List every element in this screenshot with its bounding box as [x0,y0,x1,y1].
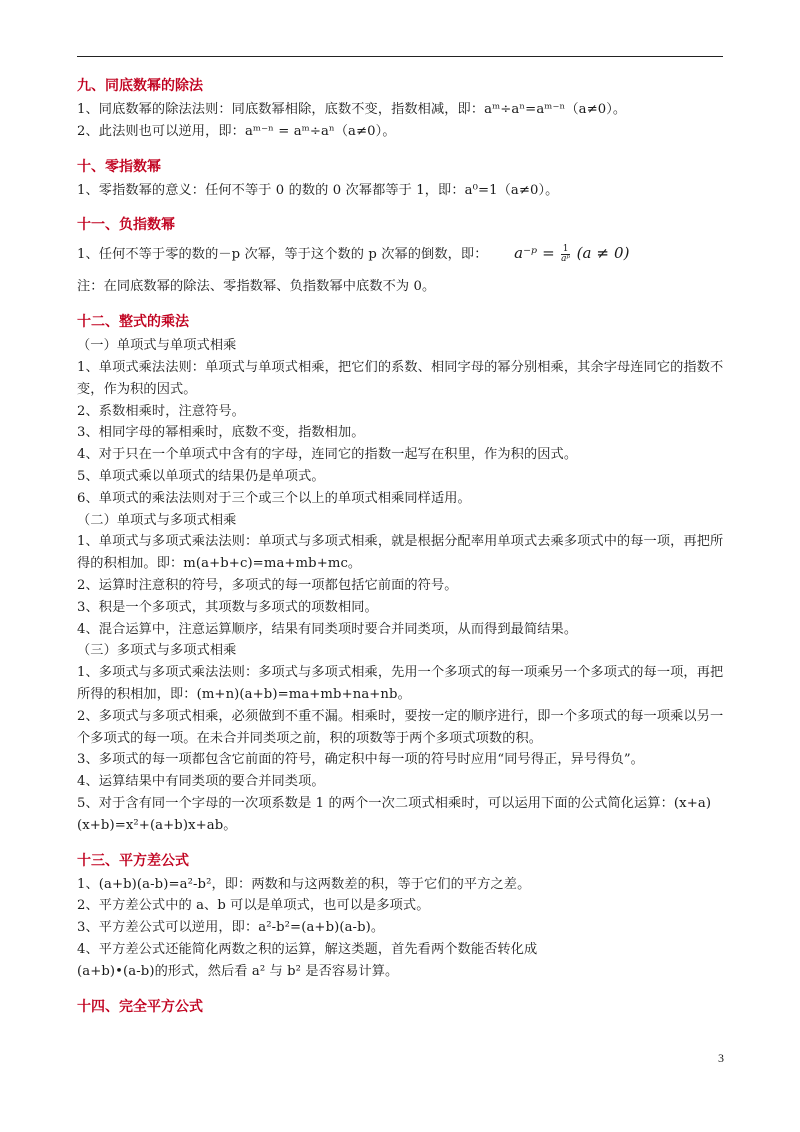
paragraph: 4、混合运算中，注意运算顺序，结果有同类项时要合并同类项，从而得到最简结果。 [77,621,578,637]
subsection-title: （三）多项式与多项式相乘 [77,643,237,659]
paragraph: 3、积是一个多项式，其项数与多项式的项数相同。 [77,599,378,615]
paragraph: 5、对于含有同一个字母的一次项系数是 1 的两个一次二项式相乘时，可以运用下面的公式简化运算：(x+a)(x+b)=x²+(a+b)x+ab。 [77,795,712,833]
paragraph: 3、平方差公式可以逆用，即：a²-b²=(a+b)(a-b)。 [77,920,385,936]
paragraph: 1、多项式与多项式乘法法则：多项式与多项式相乘，先用一个多项式的每一项乘另一个多项式的每一项，再把所得的积相加，即：(m+n)(a+b)=ma+mb+na+nb。 [77,665,724,702]
note-paragraph: 注：在同底数幂的除法、零指数幂、负指数幂中底数不为 0。 [77,279,436,295]
paragraph: 1、零指数幂的意义：任何不等于 0 的数的 0 次幂都等于 1，即：a⁰=1（a≠0）。 [77,182,559,198]
formula-lhs: a⁻ᵖ = [514,244,555,263]
section-13 [77,851,725,983]
paragraph: 5、单项式乘以单项式的结果仍是单项式。 [77,468,325,484]
header-rule [77,56,723,57]
page-number: 3 [718,1051,724,1065]
paragraph: 2、多项式与多项式相乘，必须做到不重不漏。相乘时，要按一定的顺序进行，即一个多项式的每一项乘以另一个多项式的每一项。在未合并同类项之前，积的项数等于两个多项式项数的积。 [77,708,724,746]
paragraph: 1、单项式与多项式乘法法则：单项式与多项式相乘，就是根据分配率用单项式去乘多项式中的每一项，再把所得的积相加。即：m(a+b+c)=ma+mb+mc。 [77,534,724,572]
paragraph: 2、运算时注意积的符号，多项式的每一项都包括它前面的符号。 [77,577,458,593]
section-title: 九、同底数幂的除法 [77,78,203,94]
subsection-title: （二）单项式与多项式相乘 [77,512,237,528]
paragraph: 3、相同字母的幂相乘时，底数不变，指数相加。 [77,425,365,441]
paragraph: 3、多项式的每一项都包含它前面的符号，确定积中每一项的符号时应用“同号得正，异号得负”。 [77,752,644,768]
section-10 [77,157,725,202]
paragraph: 2、此法则也可以逆用，即：aᵐ⁻ⁿ = aᵐ÷aⁿ（a≠0）。 [77,123,396,139]
section-title: 十三、平方差公式 [77,852,189,869]
paragraph: 4、平方差公式还能简化两数之积的运算，解这类题，首先看两个数能否转化成 [77,941,538,957]
paragraph: 6、单项式的乘法法则对于三个或三个以上的单项式相乘同样适用。 [77,490,471,506]
paragraph: 1、(a+b)(a-b)=a²-b²，即：两数和与这两数差的积，等于它们的平方之差。 [77,876,531,892]
paragraph: (a+b)•(a-b)的形式，然后看 a² 与 b² 是否容易计算。 [77,963,399,979]
paragraph: 1、同底数幂的除法法则：同底数幂相除，底数不变，指数相减，即：aᵐ÷aⁿ=aᵐ⁻ⁿ（a≠0）。 [77,102,627,117]
fraction-numerator: 1 [562,244,569,255]
paragraph: 2、平方差公式中的 a、b 可以是单项式，也可以是多项式。 [77,898,430,914]
formula-rhs: (a ≠ 0) [576,244,630,263]
paragraph: 2、系数相乘时，注意符号。 [77,403,245,419]
section-12 [77,312,725,836]
section-11 [77,215,725,298]
paragraph: 4、运算结果中有同类项的要合并同类项。 [77,774,325,790]
section-14 [77,997,725,1018]
section-title: 十二、整式的乘法 [77,314,189,331]
document-body [77,62,725,1020]
section-title: 十四、完全平方公式 [77,998,203,1015]
formula-paragraph [77,238,725,270]
paragraph: 1、单项式乘法法则：单项式与单项式相乘，把它们的系数、相同字母的幂分别相乘，其余字母连同它的指数不变，作为积的因式。 [77,359,724,397]
subsection-title: （一）单项式与单项式相乘 [77,338,237,354]
fraction-denominator: aᵖ [561,254,571,265]
section-title: 十、零指数幂 [77,158,161,175]
section-title: 十一、负指数幂 [77,217,175,234]
paragraph: 4、对于只在一个单项式中含有的字母，连同它的指数一起写在积里，作为积的因式。 [77,447,578,463]
formula-fraction [561,245,570,264]
section-9 [77,76,725,143]
formula-text: 1、任何不等于零的数的－p 次幂，等于这个数的 p 次幂的倒数，即： [77,247,488,263]
